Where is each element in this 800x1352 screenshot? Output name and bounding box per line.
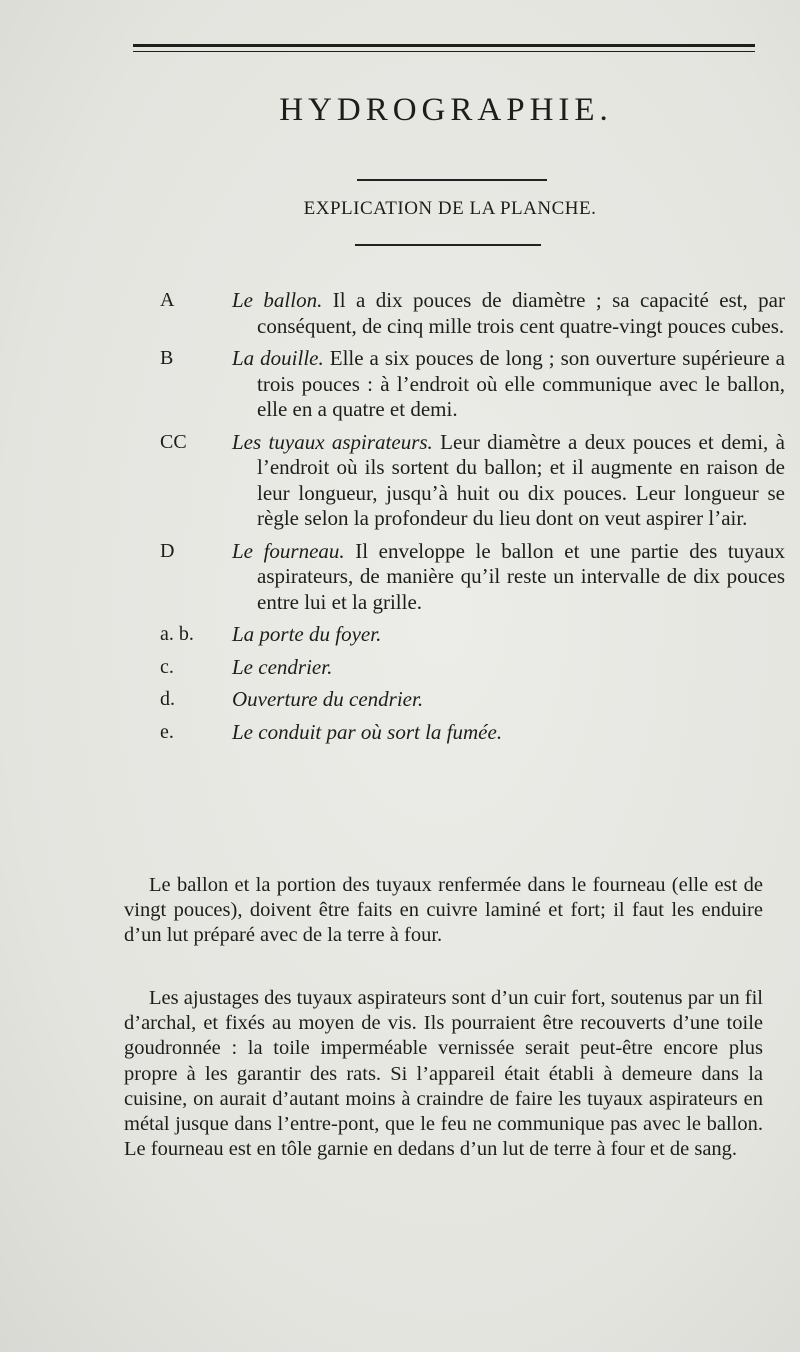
legend-key: A — [160, 289, 175, 311]
legend-entry-a — [0, 288, 800, 339]
legend-label: La douille. — [232, 346, 324, 370]
legend-key: B — [160, 347, 174, 369]
legend-label: Les tuyaux aspirateurs. — [232, 429, 433, 454]
legend-description: Il enveloppe le ballon et une partie des tuyaux aspirateurs, de manière qu’il reste un intervalle de dix pouces entre lui et la grille. — [257, 538, 786, 614]
legend-text — [232, 539, 785, 616]
legend-entry-c — [0, 655, 800, 681]
body-paragraph-1: Le ballon et la portion des tuyaux renfermée dans le fourneau (elle est de vingt pouces), doivent être faits en cuivre laminé et fort; il faut les enduire d’un lut préparé avec de la terre à four. — [124, 874, 763, 947]
subtitle-top-rule — [357, 179, 547, 181]
legend-label: La porte du foyer. — [232, 622, 382, 646]
legend-key: CC — [160, 430, 187, 453]
legend-entry-d-small — [0, 687, 800, 713]
header-double-rule — [133, 44, 755, 52]
legend-description: Il a dix pouces de diamètre ; sa capacité est, par conséquent, de cinq mille trois cent quatre-vingt pouces cubes. — [257, 288, 785, 338]
section-subtitle: EXPLICATION DE LA PLANCHE. — [303, 198, 597, 219]
plate-legend — [0, 288, 800, 752]
legend-key: e. — [160, 720, 174, 743]
legend-text — [232, 346, 785, 423]
legend-description: Elle a six pouces de long ; son ouverture supérieure a trois pouces : à l’endroit où elle communique avec le ballon, elle en a quatre et demi. — [257, 346, 785, 421]
legend-text — [232, 430, 785, 532]
legend-label: Le fourneau. — [232, 538, 345, 563]
legend-entry-e — [0, 720, 800, 746]
legend-key: D — [160, 539, 175, 562]
legend-description: Leur diamètre a deux pouces et demi, à l’endroit où ils sortent du ballon; et il augmente en raison de leur longueur, jusqu’à huit ou dix pouces. Leur longueur se règle selon la profondeur du lieu dont on veut aspirer l’air. — [257, 429, 785, 530]
legend-key: a. b. — [160, 623, 194, 645]
legend-key: d. — [160, 688, 175, 710]
page-title: HYDROGRAPHIE. — [279, 92, 613, 128]
legend-entry-d — [0, 539, 800, 616]
subtitle-bottom-rule — [355, 244, 541, 246]
legend-key: c. — [160, 655, 174, 678]
legend-label: Le conduit par où sort la fumée. — [232, 719, 503, 744]
legend-entry-cc — [0, 430, 800, 532]
legend-entry-ab — [0, 622, 800, 648]
body-paragraph-2: Les ajustages des tuyaux aspirateurs sont d’un cuir fort, soutenus par un fil d’archal, et fixés au moyen de vis. Ils pourraient être recouverts d’une toile goudronnée : la toile imperméable vernissée serait peut-être encore plus propre à les garantir des rats. Si l’appareil était établi à demeure dans la cuisine, on aurait d’autant moins à craindre de faire les tuyaux aspirateurs en métal jusque dans l’entre-pont, que le feu ne communique pas avec le ballon. Le fourneau est en tôle garnie en dedans d’un lut de terre à four et de sang. — [124, 987, 763, 1161]
legend-label: Ouverture du cendrier. — [232, 687, 424, 711]
legend-label: Le ballon. — [232, 288, 323, 312]
legend-text — [232, 288, 785, 339]
legend-label: Le cendrier. — [232, 654, 333, 679]
legend-entry-b — [0, 346, 800, 423]
